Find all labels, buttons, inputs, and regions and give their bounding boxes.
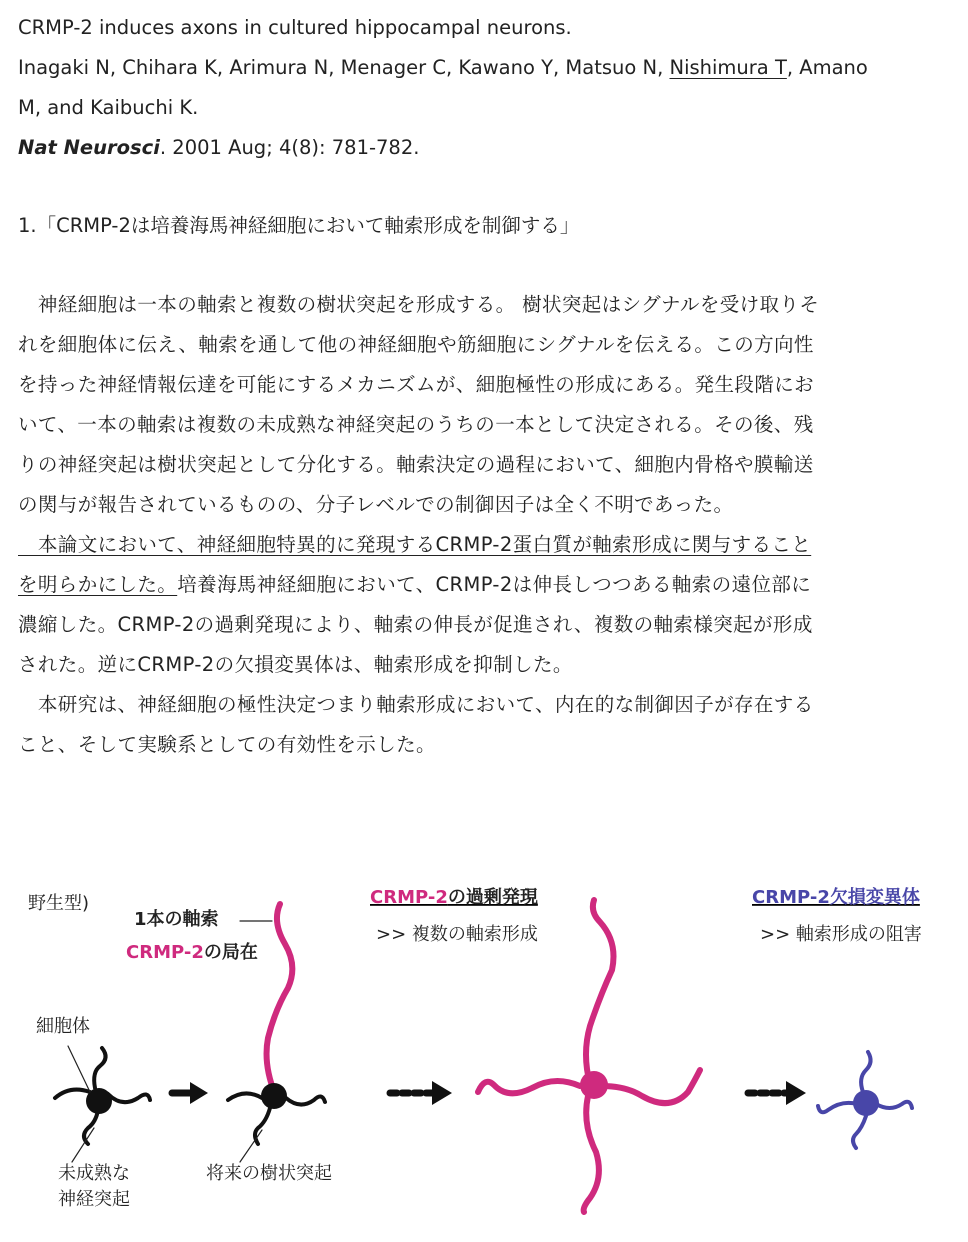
polarized-neuron (228, 904, 325, 1144)
para2-text: 培養海馬神経細胞において、CRMP-2は伸長しつつある軸索の遠位部に (177, 573, 812, 596)
body-text (18, 285, 938, 765)
single-axon-label: 1本の軸索 (134, 909, 219, 930)
axon (602, 1070, 700, 1103)
overexpression-text: の過剰発現 (447, 887, 538, 908)
para2-line (18, 565, 938, 605)
soma-label: 細胞体 (36, 1016, 90, 1037)
axon (478, 1081, 580, 1093)
para1-line: りの神経突起は樹状突起として分化する。軸索決定の過程において、細胞内骨格や膜輸送 (18, 453, 814, 476)
overexpression-result: >> 複数の軸索形成 (376, 924, 538, 945)
para1-line: を持った神経情報伝達を可能にするメカニズムが、細胞極性の形成にある。発生段階にお (18, 373, 815, 396)
overexpressing-neuron (478, 900, 700, 1212)
dendrite-pointer-line (240, 1130, 262, 1162)
para2-line: 濃縮した。CRMP-2の過剰発現により、軸索の伸長が促進され、複数の軸索様突起が形成 (18, 613, 813, 636)
neurite (286, 1096, 325, 1104)
axon (584, 1096, 599, 1212)
journal-citation (18, 128, 938, 168)
axon (267, 904, 293, 1094)
future-dendrite-label: 将来の樹状突起 (206, 1163, 332, 1184)
authors-after: , Amano (786, 56, 868, 79)
para1-line: の関与が報告されているものの、分子レベルでの制御因子は全く不明であった。 (18, 493, 734, 516)
crmp2-name: CRMP-2 (370, 887, 448, 908)
neurite (84, 1110, 98, 1144)
wild-type-label: 野生型) (28, 893, 90, 914)
highlighted-author: Nishimura T (669, 56, 787, 79)
immature-neurite-label: 未成熟な (58, 1163, 130, 1184)
para3-line: こと、そして実験系としての有効性を示した。 (18, 733, 436, 756)
soma-pointer-line (68, 1046, 90, 1092)
mutant-neuron (818, 1052, 912, 1148)
immature-neuron (55, 1048, 150, 1144)
author-list-continued: M, and Kaibuchi K. (18, 96, 199, 119)
neurite (876, 1102, 912, 1108)
authors-before: Inagaki N, Chihara K, Arimura N, Menager C, Kawano Y, Matsuo N, (18, 56, 670, 79)
paper-title: CRMP-2 induces axons in cultured hippocampal neurons. (18, 16, 572, 39)
crmp2-name: CRMP-2 (126, 942, 204, 963)
arrow (748, 1081, 806, 1105)
localization-text: の局在 (203, 942, 258, 963)
overexpression-label (370, 886, 538, 908)
soma (853, 1090, 879, 1116)
arrow (172, 1082, 208, 1104)
arrow (390, 1081, 452, 1105)
neurite (108, 1094, 150, 1102)
para1-line: 神経細胞は一本の軸索と複数の樹状突起を形成する。 樹状突起はシグナルを受け取りそ (18, 293, 820, 316)
soma (261, 1083, 287, 1109)
crmp2-localization-label (126, 941, 258, 963)
section-heading (18, 206, 938, 246)
neurite (818, 1103, 857, 1112)
soma (580, 1071, 608, 1099)
neurite (255, 1108, 270, 1144)
journal-name: Nat Neurosci (18, 136, 160, 159)
citation-block (18, 8, 938, 168)
para2-line: された。逆にCRMP-2の欠損変異体は、軸索形成を抑制した。 (18, 653, 573, 676)
author-list (18, 48, 938, 88)
para3-line: 本研究は、神経細胞の極性決定つまり軸索形成において、内在的な制御因子が存在する (18, 693, 814, 716)
neurite (228, 1093, 262, 1100)
journal-details: . 2001 Aug; 4(8): 781-782. (159, 136, 420, 159)
neurite (94, 1048, 105, 1088)
key-finding: 本論文において、神経細胞特異的に発現するCRMP-2蛋白質が軸索形成に関与すること (18, 533, 812, 556)
mutant-result: >> 軸索形成の阻害 (760, 924, 922, 945)
mutant-label (752, 886, 920, 908)
neurite (853, 1116, 866, 1148)
para1-line: いて、一本の軸索は複数の未成熟な神経突起のうちの一本として決定される。その後、残 (18, 413, 814, 436)
neurite (55, 1090, 90, 1098)
section-title: 1.「CRMP-2は培養海馬神経細胞において軸索形成を制御する」 (18, 214, 580, 237)
crmp2-name: CRMP-2 (752, 887, 830, 908)
para2-line (18, 525, 938, 565)
axon (586, 900, 614, 1084)
neurite (861, 1052, 870, 1092)
key-finding-end: を明らかにした。 (18, 573, 178, 596)
para1-line: れを細胞体に伝え、軸索を通して他の神経細胞や筋細胞にシグナルを伝える。この方向性 (18, 333, 814, 356)
immature-neurite-label-2: 神経突起 (58, 1189, 130, 1210)
neuron-polarity-figure (0, 860, 968, 1242)
mutant-text: 欠損変異体 (829, 887, 920, 908)
